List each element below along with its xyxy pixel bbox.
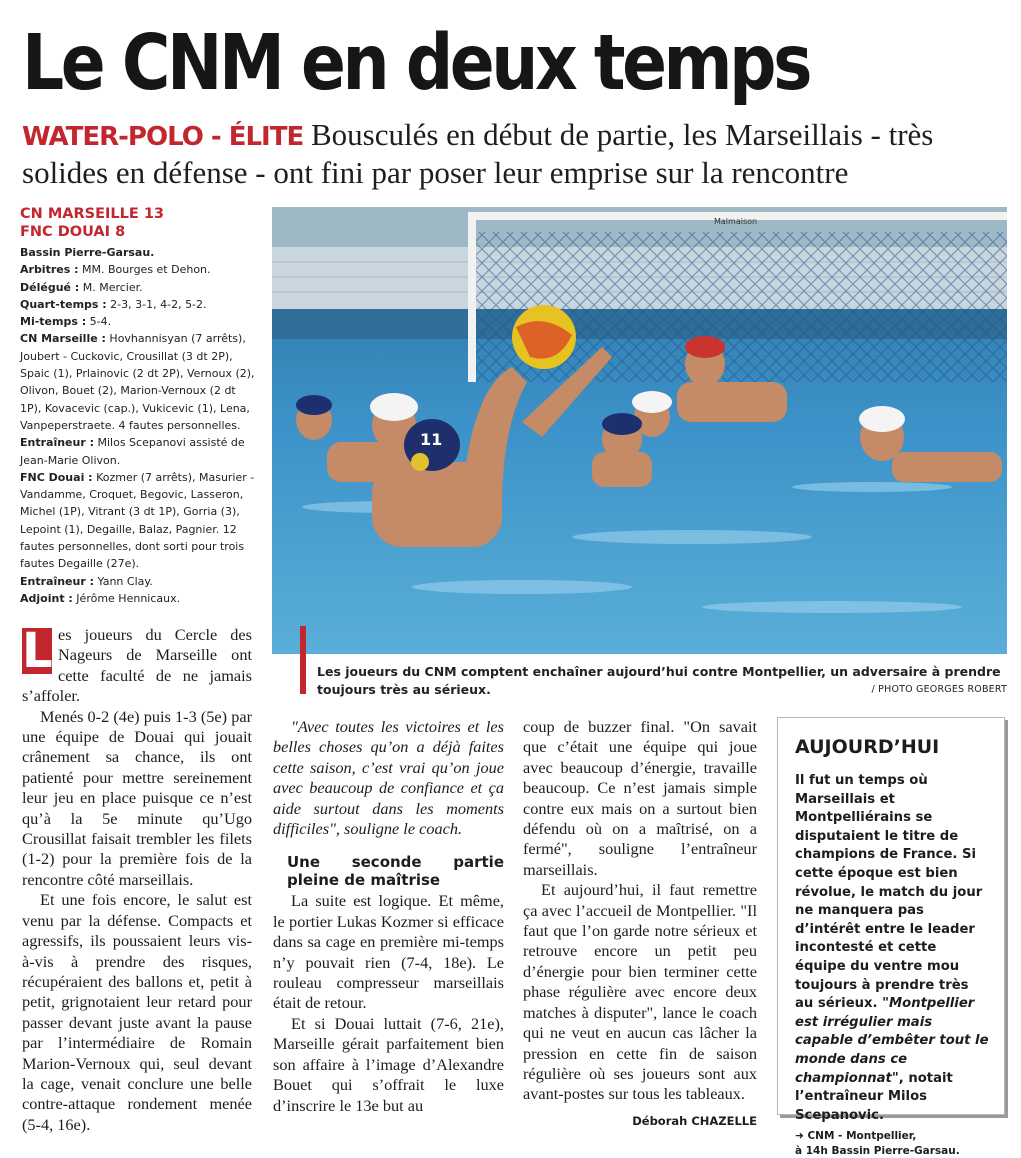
score-label: CN Marseille : (20, 332, 106, 346)
score-label: FNC Douai : (20, 470, 93, 484)
cap-number: 11 (420, 430, 443, 449)
photo-caption: Les joueurs du CNM comptent enchaîner aujourd’hui contre Montpellier, un adversaire à prendre toujours très au sérieux. (317, 664, 1001, 697)
photo-credit: / PHOTO GEORGES ROBERT (871, 684, 1007, 695)
sidebar-body (795, 772, 990, 1125)
match-photo (272, 207, 1007, 654)
score-line (20, 434, 255, 469)
score-box (20, 205, 255, 607)
match-venue-time: à 14h Bassin Pierre-Garsau. (795, 1144, 960, 1157)
article-column-1 (22, 625, 252, 1135)
score-value: MM. Bourges et Dehon. (78, 263, 211, 277)
score-value: Jérôme Hennicaux. (72, 591, 181, 605)
sidebar-quote: "Montpellier est irrégulier mais capable d’embêter tout le monde dans ce championnat" (795, 996, 989, 1086)
paragraph: Et aujourd’hui, il faut remettre ça avec l’accueil de Montpellier. "Il faut que l’on garde notre sérieux et retrouve encore un petit peu d’énergie pour bien terminer cette phase régulière avec encore deux matches à disputer", lance le coach qui ne veut en aucun cas lâcher la pression en cette fin de saison régulière où ses joueurs sont aux avant-postes sur tous les tableaux. (523, 880, 757, 1104)
article-column-2 (273, 717, 504, 1116)
score-line (20, 296, 255, 313)
quote-paragraph: "Avec toutes les victoires et les belles choses qu’on a déjà faites cette saison, c’est vrai qu’on joue avec beaucoup de confiance et ça aide surtout dans les moments difficiles", souligne le coach. (273, 717, 504, 839)
article-column-3 (523, 717, 757, 1131)
paragraph: Menés 0-2 (4e) puis 1-3 (5e) par une équipe de Douai qui jouait crânement sa chance, ils ont patienté pour mettre sereinement leur jeu en place puisque ce n’est qu’à la 5e minute qu’Ugo Crousillat faisait trembler les filets (1-2) pour la première fois de la rencontre côté marseillais. (22, 706, 252, 889)
team-away-score: FNC DOUAI 8 (20, 224, 126, 240)
sidebar-quote-tail: , notait l’entraîneur Milos Scepanovic. (795, 1070, 953, 1123)
score-label: Délégué : (20, 280, 80, 294)
score-value: Kozmer (7 arrêts), Masurier - Vandamme, Croquet, Begovic, Lasseron, Michel (1P), Vitrant (3 dt 1P), Gorria (3), Lepoint (1), Degaille, Balaz, Pagnier. 12 fautes personnelles, dont sorti pour trois fautes Degaille (27e). (20, 470, 255, 571)
drop-cap: L (22, 623, 53, 679)
score-label: Entraîneur : (20, 436, 94, 450)
score-label: Quart-temps : (20, 297, 107, 311)
deck-text: Bousculés en début de partie, les Marseillais - très solides en défense - ont fini par poser leur emprise sur la rencontre (22, 117, 934, 190)
score-line (20, 590, 255, 607)
kicker: WATER-POLO - ÉLITE (22, 122, 304, 152)
score-line (20, 313, 255, 330)
score-label: Adjoint : (20, 591, 73, 605)
match-info: ➜ CNM - Montpellier, (795, 1130, 917, 1143)
score-value: Milos Scepanovi assisté de Jean-Marie Olivon. (20, 436, 245, 467)
score-value: Yann Clay. (94, 574, 153, 588)
caption-accent-bar (300, 626, 306, 694)
score-line (20, 330, 255, 434)
pool-sign: Malmaison (714, 217, 758, 226)
score-label: Mi-temps : (20, 315, 87, 329)
team-home-score: CN MARSEILLE 13 (20, 206, 164, 222)
sidebar-text: Il fut un temps où Marseillais et Montpelliérains se disputaient le titre de champions de France. Si cette époque est bien révolue, le match du jour ne manquera pas d’intérêt entre le leader incontesté et cette équipe du ventre mou toujours à prendre très au sérieux. (795, 773, 983, 1012)
paragraph (22, 625, 252, 707)
sidebar-title: AUJOURD’HUI (795, 736, 940, 758)
paragraph: coup de buzzer final. "On savait que c’était une équipe qui joue avec beaucoup d’énergie, travaille beaucoup. Ce n’est jamais simple contre eux mais on a surtout bien défendu où on a maîtrisé, on a fermé", souligne l’entraîneur marseillais. (523, 717, 757, 879)
score-value: M. Mercier. (79, 280, 143, 294)
water-polo-photo (272, 207, 1007, 654)
score-line (20, 261, 255, 278)
subheading: Une seconde partie pleine de maîtrise (287, 853, 504, 890)
author-signature: Déborah CHAZELLE (632, 1113, 757, 1128)
score-label: Entraîneur : (20, 574, 94, 588)
score-line (20, 279, 255, 296)
venue: Bassin Pierre-Garsau. (20, 246, 155, 259)
score-label: Arbitres : (20, 263, 79, 277)
paragraph: La suite est logique. Et même, le portier Lukas Kozmer si efficace dans sa cage en première mi-temps n’y pouvait rien (7-4, 18e). Le rouleau compresseur marseillais était de retour. (273, 891, 504, 1013)
paragraph: Et une fois encore, le salut est venu par la défense. Compacts et agressifs, ils poussaient leurs vis-à-vis à prendre des risques, récupéraient des ballons et, petit à petit, grignotaient leur retard pour passer devant juste avant la pause par l’intermédiaire de Romain Marion-Vernoux qui, seul devant la cage, venait conclure une belle contre-attaque rondement menée (5-4, 16e). (22, 890, 252, 1134)
headline: Le CNM en deux temps (22, 19, 810, 108)
score-value: 5-4. (86, 315, 112, 329)
score-value: Hovhannisyan (7 arrêts), Joubert - Cuckovic, Crousillat (3 dt 2P), Spaic (1), Prlainovic (2 dt 2P), Vernoux (2), Olivon, Bouet (2), Marion-Vernoux (2 dt 1P), Kovacevic (cap.), Vukicevic (1), Lena, Vanpeperstraete. 4 fautes personnelles. (20, 332, 255, 432)
score-line (20, 573, 255, 590)
sidebar-footer (795, 1129, 990, 1158)
paragraph: Et si Douai luttait (7-6, 21e), Marseille gérait parfaitement bien son affaire à l’image d’Alexandre Bouet qui s’offrait le luxe d’inscrire le 13e but au (273, 1013, 504, 1115)
paragraph-text: es joueurs du Cercle des Nageurs de Marseille ont cette faculté de ne jamais s’affoler. (22, 625, 252, 706)
score-value: 2-3, 3-1, 4-2, 5-2. (106, 297, 207, 311)
score-line (20, 469, 255, 573)
deck (22, 117, 1012, 190)
sidebar-box (777, 717, 1005, 1157)
